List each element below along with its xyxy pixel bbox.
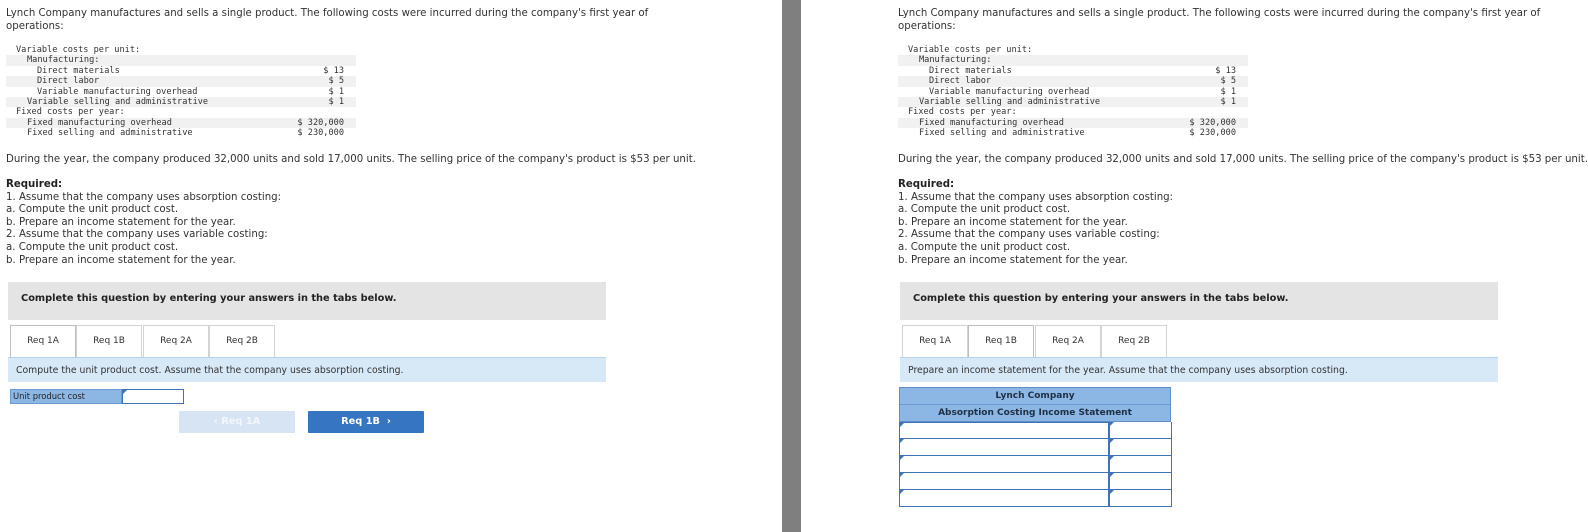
statement-rows xyxy=(899,422,1171,507)
statement-title: Absorption Costing Income Statement xyxy=(938,408,1132,418)
required-line: 1. Assume that the company uses absorption costing: xyxy=(6,191,282,203)
required-line: a. Compute the unit product cost. xyxy=(6,241,179,253)
tab-req-1a[interactable]: Req 1A xyxy=(10,325,76,359)
cost-table xyxy=(898,45,1248,139)
cost-label: Variable selling and administrative xyxy=(27,96,209,107)
statement-company-name: Lynch Company xyxy=(900,388,1170,405)
cost-row xyxy=(898,97,1248,107)
statement-label-input[interactable] xyxy=(900,422,1109,439)
prev-tab-label: Req 1A xyxy=(221,416,261,427)
dropdown-marker-icon xyxy=(900,439,904,443)
statement-row xyxy=(899,490,1171,507)
dropdown-marker-icon xyxy=(900,490,904,494)
cost-table xyxy=(6,45,356,139)
tab-req-2b[interactable]: Req 2B xyxy=(1101,325,1167,358)
input-marker-icon xyxy=(1110,422,1114,426)
cost-row xyxy=(898,66,1248,76)
tab-req-2b[interactable]: Req 2B xyxy=(209,325,275,358)
cost-label: Direct materials xyxy=(37,65,120,76)
instructions-text: Complete this question by entering your answers in the tabs below. xyxy=(913,293,1289,304)
cost-value: $ 1 xyxy=(328,86,344,97)
cost-label: Direct labor xyxy=(37,76,100,87)
cost-value: $ 1 xyxy=(1220,96,1236,107)
required-line: 2. Assume that the company uses variable costing: xyxy=(6,229,268,241)
statement-row xyxy=(899,422,1171,439)
tab-req-2a[interactable]: Req 2A xyxy=(143,325,209,358)
statement-amount-input[interactable] xyxy=(1109,422,1172,439)
statement-row xyxy=(899,439,1171,456)
required-section xyxy=(6,179,281,267)
cost-row xyxy=(6,87,356,97)
cost-label: Fixed selling and administrative xyxy=(27,128,193,139)
income-statement-header xyxy=(899,387,1171,422)
production-info: During the year, the company produced 32,000 units and sold 17,000 units. The selling price of the company's product is $53 per unit. xyxy=(6,154,696,165)
input-marker-icon xyxy=(1110,456,1114,460)
statement-label-input[interactable] xyxy=(900,490,1109,507)
prev-tab-button[interactable] xyxy=(179,411,295,433)
cost-label: Variable costs per unit: xyxy=(16,45,141,55)
statement-amount-input[interactable] xyxy=(1109,473,1172,490)
required-title: Required: xyxy=(6,179,63,190)
required-line: b. Prepare an income statement for the year. xyxy=(898,216,1128,228)
required-title: Required: xyxy=(898,179,955,190)
unit-product-cost-input[interactable] xyxy=(122,389,184,404)
instructions-banner xyxy=(900,282,1498,320)
required-line: a. Compute the unit product cost. xyxy=(898,204,1071,216)
chevron-right-icon: › xyxy=(380,416,391,427)
question-prompt xyxy=(8,357,606,382)
cost-label: Manufacturing: xyxy=(27,55,100,66)
tab-req-1b[interactable]: Req 1B xyxy=(968,325,1034,359)
cost-row xyxy=(6,55,356,65)
unit-product-cost-label: Unit product cost xyxy=(10,389,122,404)
required-line: b. Prepare an income statement for the year. xyxy=(6,216,236,228)
cost-value: $ 1 xyxy=(1220,86,1236,97)
cost-label: Fixed costs per year: xyxy=(908,107,1017,118)
input-marker-icon xyxy=(1110,490,1114,494)
tab-req-1b[interactable]: Req 1B xyxy=(76,325,142,358)
next-tab-button[interactable] xyxy=(308,411,424,433)
cost-row xyxy=(6,76,356,86)
panel-divider xyxy=(782,0,801,532)
statement-label-input[interactable] xyxy=(900,456,1109,473)
cost-value: $ 320,000 xyxy=(297,117,344,128)
cost-label: Fixed selling and administrative xyxy=(919,128,1085,139)
cost-label: Variable manufacturing overhead xyxy=(929,86,1090,97)
cost-label: Variable costs per unit: xyxy=(908,45,1033,55)
cost-row xyxy=(898,118,1248,128)
left-panel xyxy=(0,0,782,532)
prompt-text: Compute the unit product cost. Assume that the company uses absorption costing. xyxy=(16,365,404,376)
cost-value: $ 230,000 xyxy=(297,128,344,139)
instructions-text: Complete this question by entering your answers in the tabs below. xyxy=(21,293,397,304)
cost-value: $ 5 xyxy=(1220,76,1236,87)
required-line: 1. Assume that the company uses absorption costing: xyxy=(898,191,1174,203)
cost-row xyxy=(6,97,356,107)
cost-label: Fixed manufacturing overhead xyxy=(919,117,1064,128)
input-marker-icon xyxy=(123,390,127,394)
cost-value: $ 5 xyxy=(328,76,344,87)
statement-label-input[interactable] xyxy=(900,473,1109,490)
cost-row xyxy=(898,45,1248,55)
required-line: a. Compute the unit product cost. xyxy=(898,241,1071,253)
cost-row xyxy=(898,107,1248,117)
input-marker-icon xyxy=(1110,439,1114,443)
cost-row xyxy=(898,76,1248,86)
cost-row xyxy=(6,118,356,128)
cost-label: Fixed costs per year: xyxy=(16,107,125,118)
required-section xyxy=(898,179,1173,267)
statement-amount-input[interactable] xyxy=(1109,490,1172,507)
tab-req-2a[interactable]: Req 2A xyxy=(1035,325,1101,358)
statement-amount-input[interactable] xyxy=(1109,439,1172,456)
required-line: b. Prepare an income statement for the year. xyxy=(898,254,1128,266)
dropdown-marker-icon xyxy=(900,423,904,427)
cost-row xyxy=(898,55,1248,65)
cost-row xyxy=(898,128,1248,138)
next-tab-label: Req 1B xyxy=(341,416,381,427)
cost-label: Direct labor xyxy=(929,76,992,87)
prompt-text: Prepare an income statement for the year. Assume that the company uses absorption costing. xyxy=(908,365,1348,376)
statement-row xyxy=(899,456,1171,473)
statement-label-input[interactable] xyxy=(900,439,1109,456)
chevron-left-icon: ‹ xyxy=(213,416,222,427)
statement-amount-input[interactable] xyxy=(1109,456,1172,473)
problem-intro: Lynch Company manufactures and sells a single product. The following costs were incurred during the company's first year of operations: xyxy=(6,8,649,32)
cost-row xyxy=(6,66,356,76)
input-marker-icon xyxy=(1110,473,1114,477)
cost-value: $ 13 xyxy=(1215,65,1236,76)
statement-row xyxy=(899,473,1171,490)
tab-req-1a[interactable]: Req 1A xyxy=(902,325,968,358)
cost-label: Variable selling and administrative xyxy=(919,96,1101,107)
instructions-banner xyxy=(8,282,606,320)
cost-label: Variable manufacturing overhead xyxy=(37,86,198,97)
required-line: b. Prepare an income statement for the year. xyxy=(6,254,236,266)
income-statement-table xyxy=(899,387,1171,507)
problem-intro: Lynch Company manufactures and sells a single product. The following costs were incurred during the company's first year of operations: xyxy=(898,8,1541,32)
production-info: During the year, the company produced 32,000 units and sold 17,000 units. The selling price of the company's product is $53 per unit. xyxy=(898,154,1588,165)
dropdown-marker-icon xyxy=(900,473,904,477)
cost-value: $ 13 xyxy=(323,65,344,76)
cost-value: $ 1 xyxy=(328,96,344,107)
cost-row xyxy=(6,128,356,138)
cost-label: Direct materials xyxy=(929,65,1012,76)
required-line: a. Compute the unit product cost. xyxy=(6,204,179,216)
dropdown-marker-icon xyxy=(900,456,904,460)
cost-row xyxy=(898,87,1248,97)
cost-row xyxy=(6,45,356,55)
cost-label: Fixed manufacturing overhead xyxy=(27,117,172,128)
cost-value: $ 320,000 xyxy=(1189,117,1236,128)
cost-row xyxy=(6,107,356,117)
required-line: 2. Assume that the company uses variable costing: xyxy=(898,229,1160,241)
question-prompt xyxy=(900,357,1498,382)
cost-label: Manufacturing: xyxy=(919,55,992,66)
cost-value: $ 230,000 xyxy=(1189,128,1236,139)
